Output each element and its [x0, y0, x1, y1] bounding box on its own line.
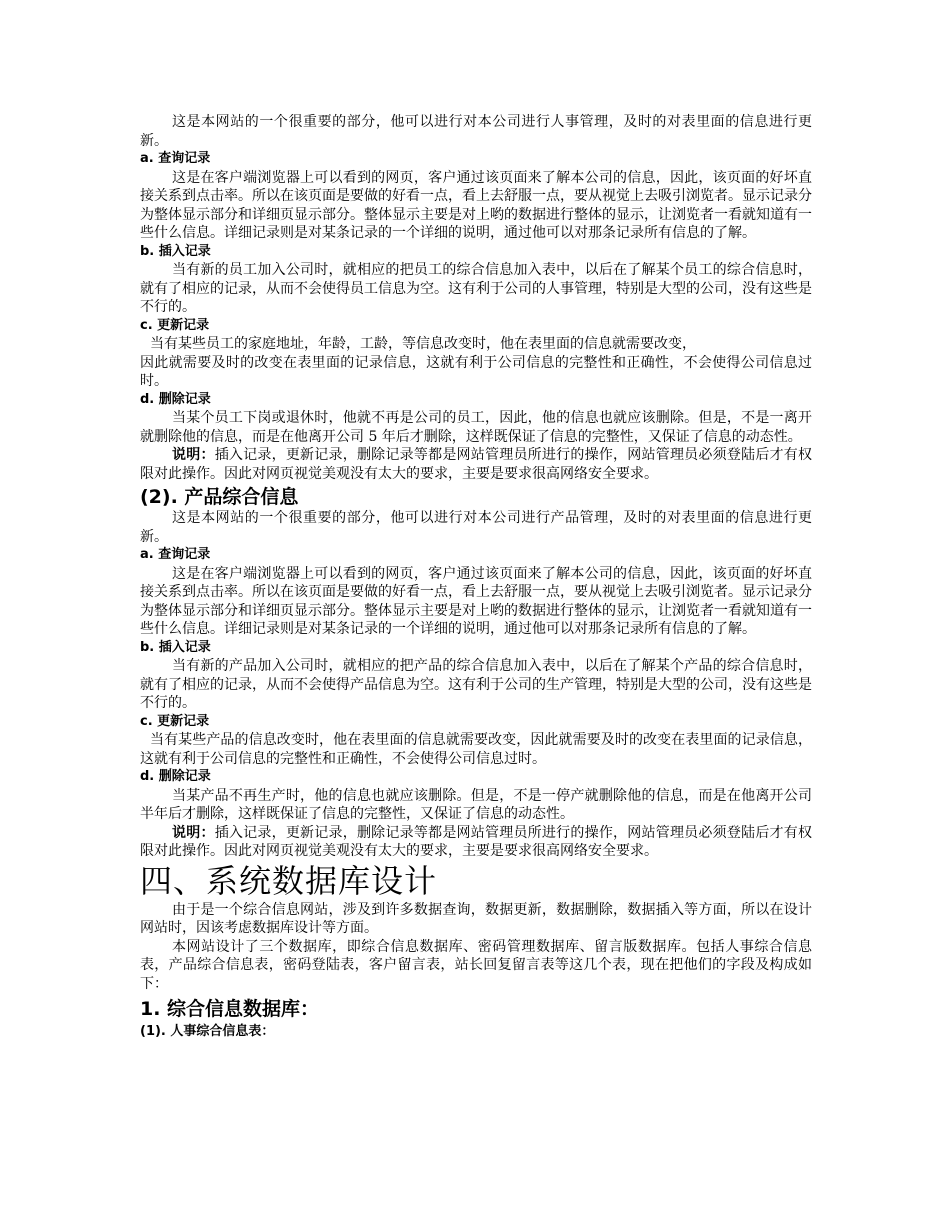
hr-insert-heading: b. 插入记录 — [140, 243, 211, 259]
hr-insert-text: 当有新的员工加入公司时，就相应的把员工的综合信息加入表中，以后在了解某个员工的综合信息时，就有了相应的记录，从而不会使得员工信息为空。这有利于公司的人事管理，特别是大型的公司，没有这些是不行的。 — [140, 262, 812, 315]
hr-note-label: 说明： — [172, 447, 215, 463]
document-page — [140, 113, 812, 1042]
product-heading: (2). 产品综合信息 — [140, 486, 299, 508]
hr-update-text-1: 当有某些员工的家庭地址，年龄，工龄，等信息改变时，他在表里面的信息就需要改变， — [150, 336, 696, 352]
hr-update-heading: c. 更新记录 — [140, 317, 210, 333]
hr-delete-heading: d. 删除记录 — [140, 391, 211, 407]
hr-query-text: 这是在客户端浏览器上可以看到的网页，客户通过该页面来了解本公司的信息，因此，该页面的好坏直接关系到点击率。所以在该页面是要做的好看一点，看上去舒服一点，要从视觉上去吸引浏览者。显示记录分为整体显示部分和详细页显示部分。整体显示主要是对上哟的数据进行整体的显示，让浏览者一看就知道有一些什么信息。详细记录则是对某条记录的一个详细的说明，通过他可以对那条记录所有信息的了解。 — [140, 169, 812, 241]
db-paragraph-1: 由于是一个综合信息网站，涉及到许多数据查询，数据更新，数据删除，数据插入等方面，所以在设计网站时，因该考虑数据库设计等方面。 — [140, 901, 812, 936]
product-insert-heading: b. 插入记录 — [140, 639, 211, 655]
product-query-heading: a. 查询记录 — [140, 547, 211, 562]
product-note-text: 插入记录，更新记录，删除记录等都是网站管理员所进行的操作，网站管理员必须登陆后才有权限对此操作。因此对网页视觉美观没有太大的要求，主要是要求很高网络安全要求。 — [140, 824, 813, 859]
hr-delete-text: 当某个员工下岗或退休时，他就不再是公司的员工，因此，他的信息也就应该删除。但是，不是一离开就删除他的信息，而是在他离开公司 5 年后才删除，这样既保证了信息的完整性，又保证了信息的动态性。 — [140, 410, 812, 445]
hr-intro: 这是本网站的一个很重要的部分，他可以进行对本公司进行人事管理，及时的对表里面的信息进行更新。 — [140, 114, 812, 149]
product-delete-heading: d. 删除记录 — [140, 769, 211, 784]
product-intro: 这是本网站的一个很重要的部分，他可以进行对本公司进行产品管理，及时的对表里面的信息进行更新。 — [140, 510, 812, 545]
db-sub-heading: 1. 综合信息数据库： — [140, 998, 320, 1020]
product-delete-text: 当某产品不再生产时，他的信息也就应该删除。但是，不是一停产就删除他的信息，而是在他离开公司 半年后才删除，这样既保证了信息的完整性，又保证了信息的动态性。 — [140, 787, 812, 822]
hr-note — [140, 446, 812, 483]
product-note — [140, 824, 812, 861]
hr-update-text-2: 因此就需要及时的改变在表里面的记录信息，这就有利于公司信息的完整性和正确性，不会使得公司信息过时。 — [140, 354, 812, 389]
db-table-heading: (1). 人事综合信息表： — [140, 1024, 275, 1039]
hr-note-text: 插入记录，更新记录，删除记录等都是网站管理员所进行的操作，网站管理员必须登陆后才有权限对此操作。因此对网页视觉美观没有太大的要求，主要是要求很高网络安全要求。 — [140, 447, 813, 482]
hr-query-heading: a. 查询记录 — [140, 151, 211, 166]
db-design-heading: 四、系统数据库设计 — [140, 861, 438, 900]
product-query-text: 这是在客户端浏览器上可以看到的网页，客户通过该页面来了解本公司的信息，因此，该页面的好坏直接关系到点击率。所以在该页面是要做的好看一点，看上去舒服一点，要从视觉上去吸引浏览者。显示记录分为整体显示部分和详细页显示部分。整体显示主要是对上哟的数据进行整体的显示，让浏览者一看就知道有一些什么信息。详细记录则是对某条记录的一个详细的说明，通过他可以对那条记录所有信息的了解。 — [140, 565, 812, 637]
product-update-heading: c. 更新记录 — [140, 713, 210, 729]
db-paragraph-2: 本网站设计了三个数据库，即综合信息数据库、密码管理数据库、留言版数据库。包括人事综合信息表，产品综合信息表，密码登陆表，客户留言表，站长回复留言表等这几个表，现在把他们的字段及构成如下： — [140, 938, 812, 992]
product-insert-text: 当有新的产品加入公司时，就相应的把产品的综合信息加入表中，以后在了解某个产品的综合信息时，就有了相应的记录，从而不会使得产品信息为空。这有利于公司的生产管理，特别是大型的公司，没有这些是不行的。 — [140, 658, 812, 711]
product-update-text: 当有某些产品的信息改变时，他在表里面的信息就需要改变，因此就需要及时的改变在表里面的记录信息，这就有利于公司信息的完整性和正确性，不会使得公司信息过时。 — [140, 732, 812, 767]
product-note-label: 说明： — [172, 824, 215, 841]
